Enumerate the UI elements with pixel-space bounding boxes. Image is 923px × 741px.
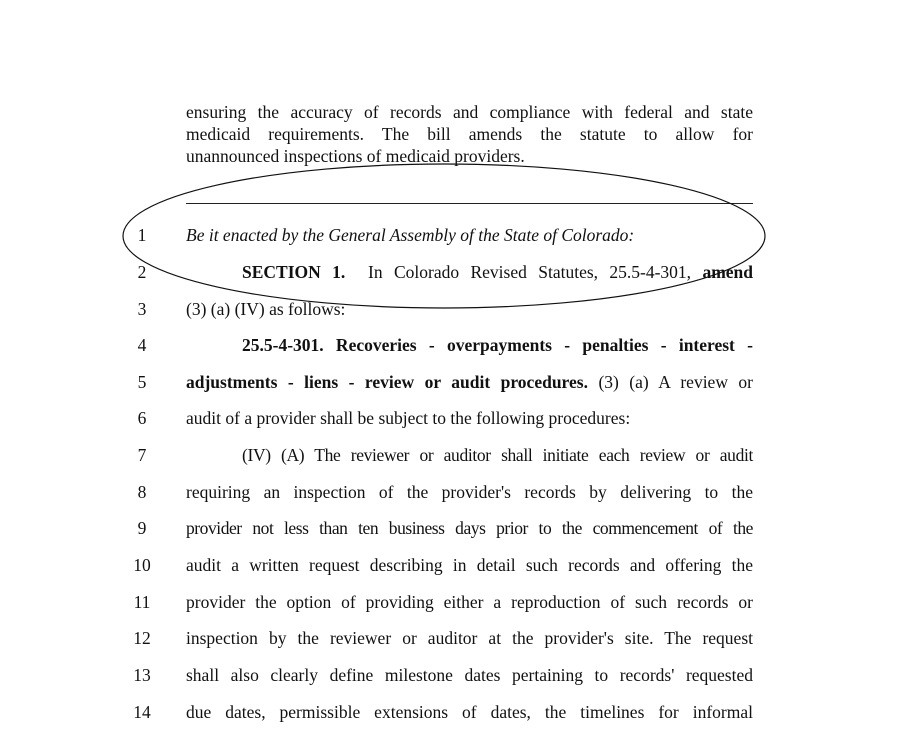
bill-line xyxy=(0,515,923,541)
line-number: 4 xyxy=(137,335,147,355)
line-text: audit of a provider shall be subject to the following procedures: xyxy=(186,408,631,428)
bill-line xyxy=(0,369,923,395)
section-label: SECTION 1. xyxy=(242,262,346,282)
line-text: In Colorado Revised Statutes, 25.5-4-301, xyxy=(368,262,692,282)
line-number: 8 xyxy=(137,482,147,502)
summary-line: ensuring the accuracy of records and compliance with federal and state xyxy=(186,102,753,122)
statute-title: adjustments - liens - review or audit procedures. xyxy=(186,372,588,392)
line-text: (3) (a) (IV) as follows: xyxy=(186,299,346,319)
line-text: (IV) (A) The reviewer or auditor shall initiate each review or audit xyxy=(242,445,753,465)
bill-line xyxy=(0,332,923,358)
line-number: 3 xyxy=(137,299,147,319)
line-text: inspection by the reviewer or auditor at the provider's site. The request xyxy=(186,628,753,648)
line-text: requiring an inspection of the provider's records by delivering to the xyxy=(186,482,753,502)
bill-line xyxy=(0,625,923,651)
line-number: 2 xyxy=(137,262,147,282)
line-number: 13 xyxy=(133,665,151,685)
statute-title: 25.5-4-301. Recoveries - overpayments - penalties - interest - xyxy=(242,335,753,355)
line-text: (3) (a) A review or xyxy=(598,372,753,392)
bill-line xyxy=(0,442,923,468)
enacting-clause: Be it enacted by the General Assembly of the State of Colorado: xyxy=(186,225,635,245)
line-number: 9 xyxy=(137,518,147,538)
line-number: 10 xyxy=(133,555,151,575)
bill-line xyxy=(0,296,923,322)
statute-heading-cont xyxy=(186,369,753,395)
summary-line: unannounced inspections of medicaid providers. xyxy=(186,146,525,166)
bill-line xyxy=(0,259,923,285)
bill-summary xyxy=(186,101,753,167)
bill-line xyxy=(0,699,923,725)
bill-line xyxy=(0,405,923,431)
summary-divider xyxy=(186,203,753,204)
bill-line xyxy=(0,589,923,615)
line-number: 5 xyxy=(137,372,147,392)
line-number: 12 xyxy=(133,628,151,648)
summary-line: medicaid requirements. The bill amends the statute to allow for xyxy=(186,124,753,144)
line-number: 14 xyxy=(133,702,151,722)
section-heading xyxy=(242,259,753,285)
line-number: 1 xyxy=(137,225,147,245)
line-text: audit a written request describing in detail such records and offering the xyxy=(186,555,753,575)
amend-keyword: amend xyxy=(702,262,753,282)
bill-line xyxy=(0,552,923,578)
line-text: provider not less than ten business days prior to the commencement of the xyxy=(186,518,753,538)
statute-heading xyxy=(242,332,753,358)
line-text: provider the option of providing either a reproduction of such records or xyxy=(186,592,753,612)
line-text: shall also clearly define milestone dates pertaining to records' requested xyxy=(186,665,753,685)
line-number: 6 xyxy=(137,408,147,428)
line-text: due dates, permissible extensions of dates, the timelines for informal xyxy=(186,702,753,722)
bill-line xyxy=(0,662,923,688)
bill-line xyxy=(0,479,923,505)
bill-line xyxy=(0,222,923,248)
line-number: 7 xyxy=(137,445,147,465)
line-number: 11 xyxy=(133,592,151,612)
